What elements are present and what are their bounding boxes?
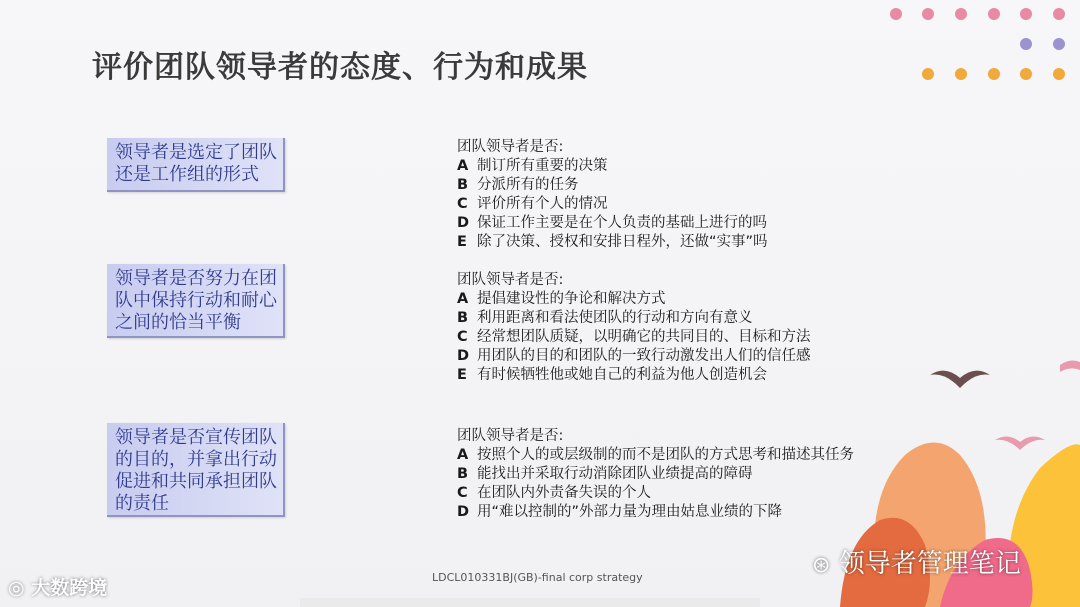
- checklist-block: [457, 138, 768, 252]
- list-item: [457, 309, 811, 328]
- checklist-heading: 团队领导者是否:: [457, 428, 564, 444]
- item-letter: C: [457, 329, 468, 345]
- watermark-left: [8, 573, 107, 600]
- list-item: [457, 446, 854, 465]
- list-item: [457, 503, 854, 522]
- item-letter: E: [457, 367, 467, 383]
- list-item: [457, 366, 811, 385]
- item-letter: D: [457, 215, 470, 231]
- item-letter: E: [457, 234, 467, 250]
- wechat-icon: ⊛: [812, 553, 831, 578]
- item-text: 用“难以控制的”外部力量为理由姑息业绩的下降: [477, 504, 783, 520]
- checklist-heading: 团队领导者是否:: [457, 272, 564, 288]
- question-box-purpose-and-responsibility: 领导者是否宣传团队的目的，并拿出行动促进和共同承担团队的责任: [107, 423, 285, 517]
- item-letter: B: [457, 466, 469, 482]
- item-text: 除了决策、授权和安排日程外，还做“实事”吗: [477, 234, 768, 250]
- item-text: 在团队内外责备失误的个人: [477, 485, 651, 501]
- question-box-team-or-workgroup: 领导者是选定了团队还是工作组的形式: [107, 138, 285, 192]
- item-text: 能找出并采取行动消除团队业绩提高的障碍: [477, 466, 753, 482]
- item-letter: A: [457, 158, 469, 174]
- list-item: [457, 176, 768, 195]
- slide-footer: LDCL010331BJ(GB)-final corp strategy: [432, 571, 643, 584]
- bird-icon: [995, 436, 1045, 450]
- item-text: 制订所有重要的决策: [477, 158, 608, 174]
- list-item: [457, 465, 854, 484]
- watermark-right: [812, 543, 1021, 580]
- checklist-block: [457, 427, 854, 522]
- list-item: [457, 290, 811, 309]
- item-letter: B: [457, 310, 469, 326]
- list-item: [457, 195, 768, 214]
- list-item: [457, 214, 768, 233]
- item-letter: C: [457, 196, 468, 212]
- list-item: [457, 347, 811, 366]
- item-letter: D: [457, 348, 470, 364]
- weibo-icon: ◎: [8, 577, 25, 599]
- item-letter: A: [457, 447, 469, 463]
- list-item: [457, 328, 811, 347]
- item-letter: C: [457, 485, 468, 501]
- list-item: [457, 484, 854, 503]
- question-box-balance: 领导者是否努力在团队中保持行动和耐心之间的恰当平衡: [107, 264, 285, 338]
- checklist-block: [457, 271, 811, 385]
- item-text: 用团队的目的和团队的一致行动激发出人们的信任感: [477, 348, 811, 364]
- watermark-left-text: 大数跨境: [31, 577, 108, 599]
- item-letter: A: [457, 291, 469, 307]
- item-text: 保证工作主要是在个人负责的基础上进行的吗: [477, 215, 767, 231]
- bird-icon: [1060, 361, 1080, 372]
- item-letter: B: [457, 177, 469, 193]
- item-text: 分派所有的任务: [477, 177, 579, 193]
- item-text: 有时候牺牲他或她自己的利益为他人创造机会: [477, 367, 767, 383]
- item-text: 利用距离和看法使团队的行动和方向有意义: [477, 310, 753, 326]
- list-item: [457, 157, 768, 176]
- bird-icon: [930, 371, 990, 388]
- watermark-right-text: 领导者管理笔记: [838, 549, 1021, 579]
- item-letter: D: [457, 504, 470, 520]
- checklist-heading: 团队领导者是否:: [457, 139, 564, 155]
- item-text: 按照个人的或层级制的而不是团队的方式思考和描述其任务: [477, 447, 854, 463]
- page-title: 评价团队领导者的态度、行为和成果: [92, 50, 588, 85]
- item-text: 经常想团队质疑，以明确它的共同目的、目标和方法: [477, 329, 811, 345]
- item-text: 评价所有个人的情况: [477, 196, 608, 212]
- item-text: 提倡建设性的争论和解决方式: [477, 291, 666, 307]
- list-item: [457, 233, 768, 252]
